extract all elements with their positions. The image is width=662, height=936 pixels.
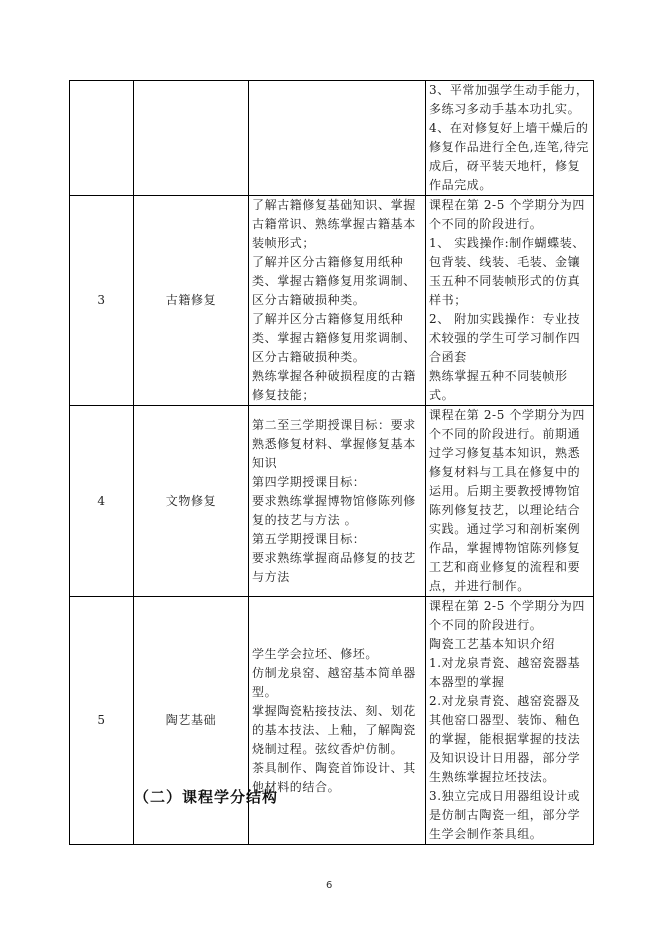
row-number-cell: 4 bbox=[70, 406, 134, 597]
goal-line: 第五学期授课目标： bbox=[252, 531, 366, 546]
row-number-cell: 3 bbox=[70, 196, 134, 406]
goal-line: 熟练掌握各种破损程度的古籍修复技能； bbox=[252, 369, 416, 402]
course-goals-cell bbox=[249, 81, 426, 196]
course-table bbox=[69, 80, 594, 845]
course-content-cell bbox=[426, 597, 594, 845]
course-name-cell bbox=[134, 81, 249, 196]
goal-line: 第二至三学期授课目标：要求熟悉修复材料、掌握修复基本知识 bbox=[252, 417, 416, 470]
row-number-cell: 5 bbox=[70, 597, 134, 845]
course-content-cell bbox=[426, 81, 594, 196]
course-goals-cell bbox=[249, 406, 426, 597]
content-line: 熟练掌握五种不同装帧形式。 bbox=[429, 369, 568, 402]
content-line: 1.对龙泉青瓷、越窑瓷器基本器型的掌握 bbox=[429, 656, 581, 689]
content-line: 2.对龙泉青瓷、越窑瓷器及其他窑口器型、装饰、釉色的掌握，能根据掌握的技法及知识设计日用器，部分学生熟练掌握拉坯技法。 bbox=[429, 694, 581, 784]
row-number-cell bbox=[70, 81, 134, 196]
content-line: 1、 实践操作:制作蝴蝶装、包背装、线装、毛装、金镶玉五种不同装帧形式的仿真样书； bbox=[429, 236, 585, 307]
content-line: 3.独立完成日用器组设计或是仿制古陶瓷一组，部分学生学会制作茶具组。 bbox=[429, 789, 581, 841]
course-name-cell: 文物修复 bbox=[134, 406, 249, 597]
goal-line: 仿制龙泉窑、越窑基本简单器型。 bbox=[252, 665, 416, 699]
content-line: 2、 附加实践操作：专业技术较强的学生可学习制作四合函套 bbox=[429, 312, 581, 364]
course-goals-cell bbox=[249, 196, 426, 406]
course-name-cell: 陶艺基础 bbox=[134, 597, 249, 845]
content-line: 4、在对修复好上墙干燥后的修复作品进行全色,连笔,待完成后，砑平装天地杆，修复作品完成。 bbox=[429, 121, 590, 192]
table-row bbox=[70, 406, 594, 597]
course-name-cell: 古籍修复 bbox=[134, 196, 249, 406]
goal-line: 掌握陶瓷粘接技法、刻、划花的基本技法、上釉，了解陶瓷烧制过程。弦纹香炉仿制。 bbox=[252, 703, 416, 756]
course-content-cell bbox=[426, 406, 594, 597]
table-row bbox=[70, 597, 594, 845]
goal-line: 了解并区分古籍修复用纸种类、掌握古籍修复用浆调制、区分古籍破损种类。 bbox=[252, 255, 416, 307]
content-line: 课程在第 2-5 个学期分为四个不同的阶段进行。 bbox=[429, 599, 585, 632]
goal-line: 了解古籍修复基础知识、掌握古籍常识、熟练掌握古籍基本装帧形式； bbox=[252, 198, 416, 250]
course-content-cell bbox=[426, 196, 594, 406]
course-goals-cell bbox=[249, 597, 426, 845]
goal-line: 第四学期授课目标： bbox=[252, 474, 366, 489]
table-row bbox=[70, 196, 594, 406]
content-line: 课程在第 2-5 个学期分为四个不同的阶段进行。 bbox=[429, 198, 585, 231]
goal-line: 要求熟练掌握商品修复的技艺与方法 bbox=[252, 550, 416, 584]
page-number: 6 bbox=[326, 880, 333, 891]
section-heading: （二）课程学分结构 bbox=[134, 788, 279, 806]
content-line: 课程在第 2-5 个学期分为四个不同的阶段进行。前期通过学习修复基本知识，熟悉修复材料与工具在修复中的运用。后期主要教授博物馆陈列修复技艺，以理论结合实践。通过学习和剖析案例作品，掌握博物馆陈列修复工艺和商业修复的流程和要点，并进行制作。 bbox=[429, 408, 585, 593]
content-line: 3、平常加强学生动手能力，多练习多动手基本功扎实。 bbox=[429, 83, 589, 116]
goal-line: 学生学会拉坯、修坯。 bbox=[252, 646, 379, 661]
goal-line: 了解并区分古籍修复用纸种类、掌握古籍修复用浆调制、区分古籍破损种类。 bbox=[252, 312, 416, 364]
content-line: 陶瓷工艺基本知识介绍 bbox=[429, 637, 556, 651]
goal-line: 茶具制作、陶瓷首饰设计、其他材料的结合。 bbox=[252, 760, 416, 794]
goal-line: 要求熟练掌握博物馆修陈列修复的技艺与方法 。 bbox=[252, 493, 416, 527]
table-row bbox=[70, 81, 594, 196]
